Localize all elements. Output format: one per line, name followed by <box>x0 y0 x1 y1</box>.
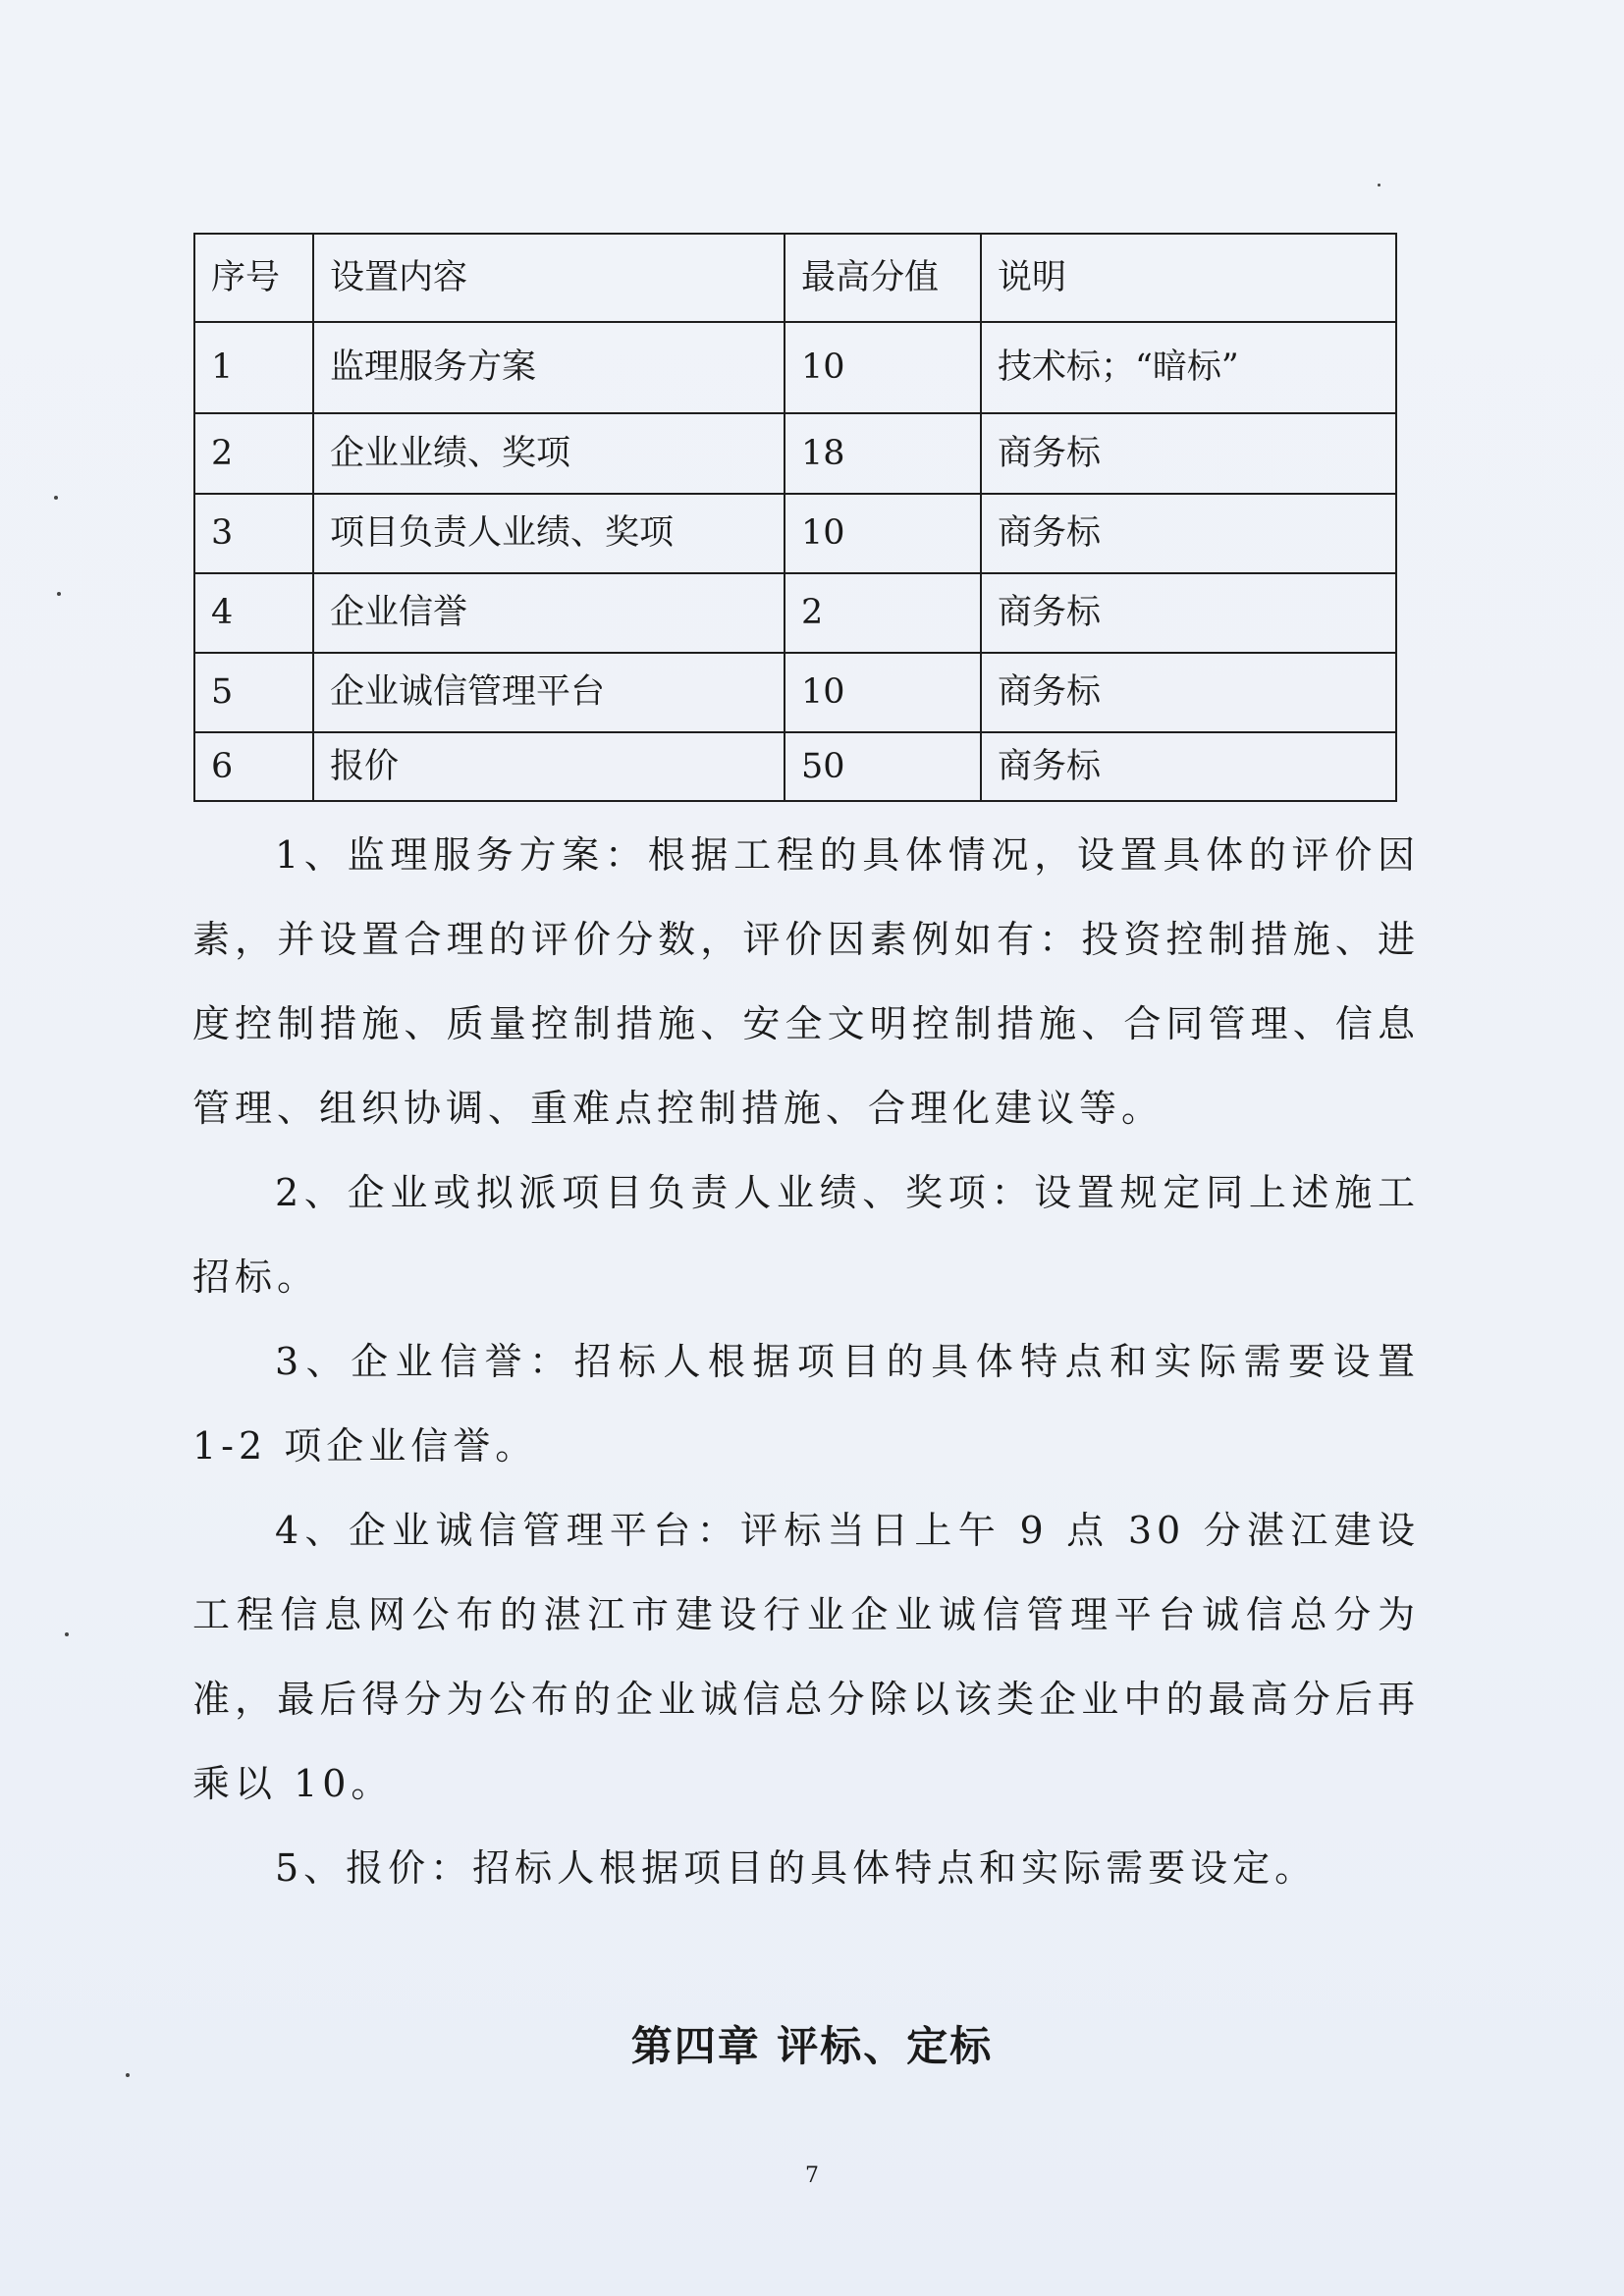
table-cell: 5 <box>194 653 313 732</box>
table-cell: 10 <box>785 322 981 413</box>
table-row <box>194 653 1396 732</box>
table-cell: 2 <box>785 573 981 653</box>
table-cell: 50 <box>785 732 981 801</box>
paragraph-text: 2、企业或拟派项目负责人业绩、奖项：设置规定同上述施工招标。 <box>192 1171 1420 1299</box>
paragraph-credit-platform <box>192 1488 1420 1826</box>
paragraph-text: 4、企业诚信管理平台：评标当日上午 9 点 30 分湛江建设工程信息网公布的湛江市建设行业企业诚信管理平台诚信总分为准，最后得分为公布的企业诚信总分除以该类企业中的最高分后再乘以 10。 <box>192 1509 1420 1805</box>
paragraph-performance <box>192 1150 1420 1319</box>
scoring-table <box>193 233 1397 802</box>
table-cell: 10 <box>785 653 981 732</box>
table-cell: 商务标 <box>981 573 1396 653</box>
paragraph-text: 5、报价：招标人根据项目的具体特点和实际需要设定。 <box>275 1846 1318 1890</box>
table-cell: 企业诚信管理平台 <box>313 653 785 732</box>
chapter-heading: 第四章 评标、定标 <box>630 2022 994 2070</box>
header-cell: 最高分值 <box>785 234 981 322</box>
table-row <box>194 573 1396 653</box>
table-cell: 报价 <box>313 732 785 801</box>
table-cell: 1 <box>194 322 313 413</box>
table-cell: 4 <box>194 573 313 653</box>
table-cell: 2 <box>194 413 313 494</box>
table-row <box>194 732 1396 801</box>
table-cell: 商务标 <box>981 653 1396 732</box>
paragraph-quotation <box>192 1826 1420 1910</box>
table-row <box>194 494 1396 573</box>
scan-speck <box>65 1632 69 1636</box>
scan-speck <box>54 496 58 500</box>
scan-speck <box>57 592 61 596</box>
table-row <box>194 322 1396 413</box>
scan-speck <box>1378 184 1380 187</box>
table-cell: 商务标 <box>981 413 1396 494</box>
table-header-row <box>194 234 1396 322</box>
header-cell: 设置内容 <box>313 234 785 322</box>
table-cell: 商务标 <box>981 732 1396 801</box>
page-number: 7 <box>805 2163 819 2188</box>
table-cell: 6 <box>194 732 313 801</box>
paragraph-text: 1、监理服务方案：根据工程的具体情况，设置具体的评价因素，并设置合理的评价分数，评价因素例如有：投资控制措施、进度控制措施、质量控制措施、安全文明控制措施、合同管理、信息管理、组织协调、重难点控制措施、合理化建议等。 <box>192 833 1420 1130</box>
paragraph-text: 3、企业信誉：招标人根据项目的具体特点和实际需要设置 1-2 项企业信誉。 <box>192 1340 1420 1468</box>
table-cell: 3 <box>194 494 313 573</box>
paragraph-reputation <box>192 1319 1420 1488</box>
scan-speck <box>126 2073 130 2077</box>
table-cell: 监理服务方案 <box>313 322 785 413</box>
header-cell: 序号 <box>194 234 313 322</box>
table-cell: 商务标 <box>981 494 1396 573</box>
table-cell: 企业业绩、奖项 <box>313 413 785 494</box>
table-cell: 10 <box>785 494 981 573</box>
table-row <box>194 413 1396 494</box>
table-cell: 技术标；“暗标” <box>981 322 1396 413</box>
header-cell: 说明 <box>981 234 1396 322</box>
table-cell: 项目负责人业绩、奖项 <box>313 494 785 573</box>
table-cell: 企业信誉 <box>313 573 785 653</box>
table-cell: 18 <box>785 413 981 494</box>
paragraph-service-plan <box>192 813 1420 1150</box>
